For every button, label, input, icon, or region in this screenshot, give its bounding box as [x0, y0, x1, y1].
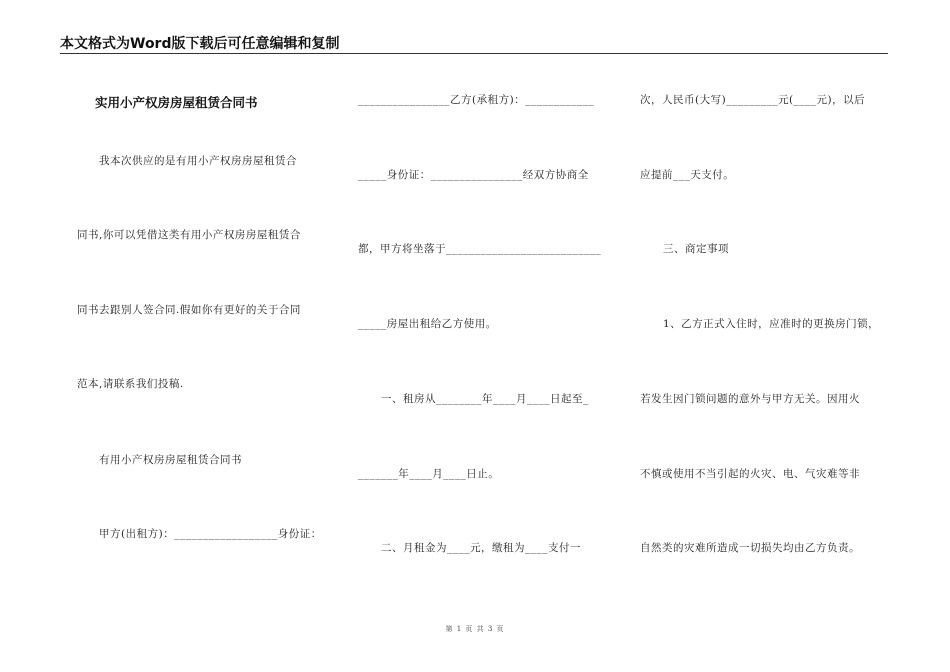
text-line: 我本次供应的是有用小产权房房屋租赁合 [99, 155, 297, 167]
text-line: 不慎或使用不当引起的火灾、电、气灾难等非 [640, 468, 860, 480]
text-line: 次，人民币(大写)_________元(____元)，以后 [640, 94, 866, 106]
text-line: 范本,请联系我们投稿. [77, 378, 184, 390]
text-line: 二、月租金为____元，缴租为____支付一 [381, 542, 581, 554]
text-line: 同书去跟别人签合同.假如你有更好的关于合同 [77, 304, 301, 316]
text-line: ________________乙方(承租方)：____________ [358, 94, 595, 106]
text-line: _____身份证：________________经双方协商全 [358, 169, 589, 181]
text-line: 甲方(出租方)：__________________身份证： [99, 528, 322, 540]
text-line: 都，甲方将坐落于___________________________ [358, 243, 602, 255]
text-line: _______年____月____日止。 [358, 468, 500, 480]
section-heading: 三、商定事项 [663, 243, 729, 255]
text-line: _____房屋出租给乙方使用。 [358, 318, 497, 330]
text-line: 同书,你可以凭借这类有用小产权房房屋租赁合 [77, 229, 301, 241]
page-header: 本文格式为Word版下载后可任意编辑和复制 [60, 36, 340, 52]
document-title: 实用小产权房房屋租赁合同书 [95, 95, 258, 110]
text-line: 应提前___天支付。 [640, 169, 735, 181]
text-line: 若发生因门锁问题的意外与甲方无关。因用火 [640, 393, 860, 405]
page-number: 第 1 页 共 3 页 [445, 625, 505, 633]
text-line: 有用小产权房房屋租赁合同书 [99, 454, 242, 466]
header-rule [60, 53, 888, 54]
text-line: 自然类的灾难所造成一切损失均由乙方负责。 [640, 542, 860, 554]
text-line: 1、乙方正式入住时，应准时的更换房门锁， [663, 318, 880, 330]
text-line: 一、租房从________年____月____日起至_ [381, 393, 589, 405]
